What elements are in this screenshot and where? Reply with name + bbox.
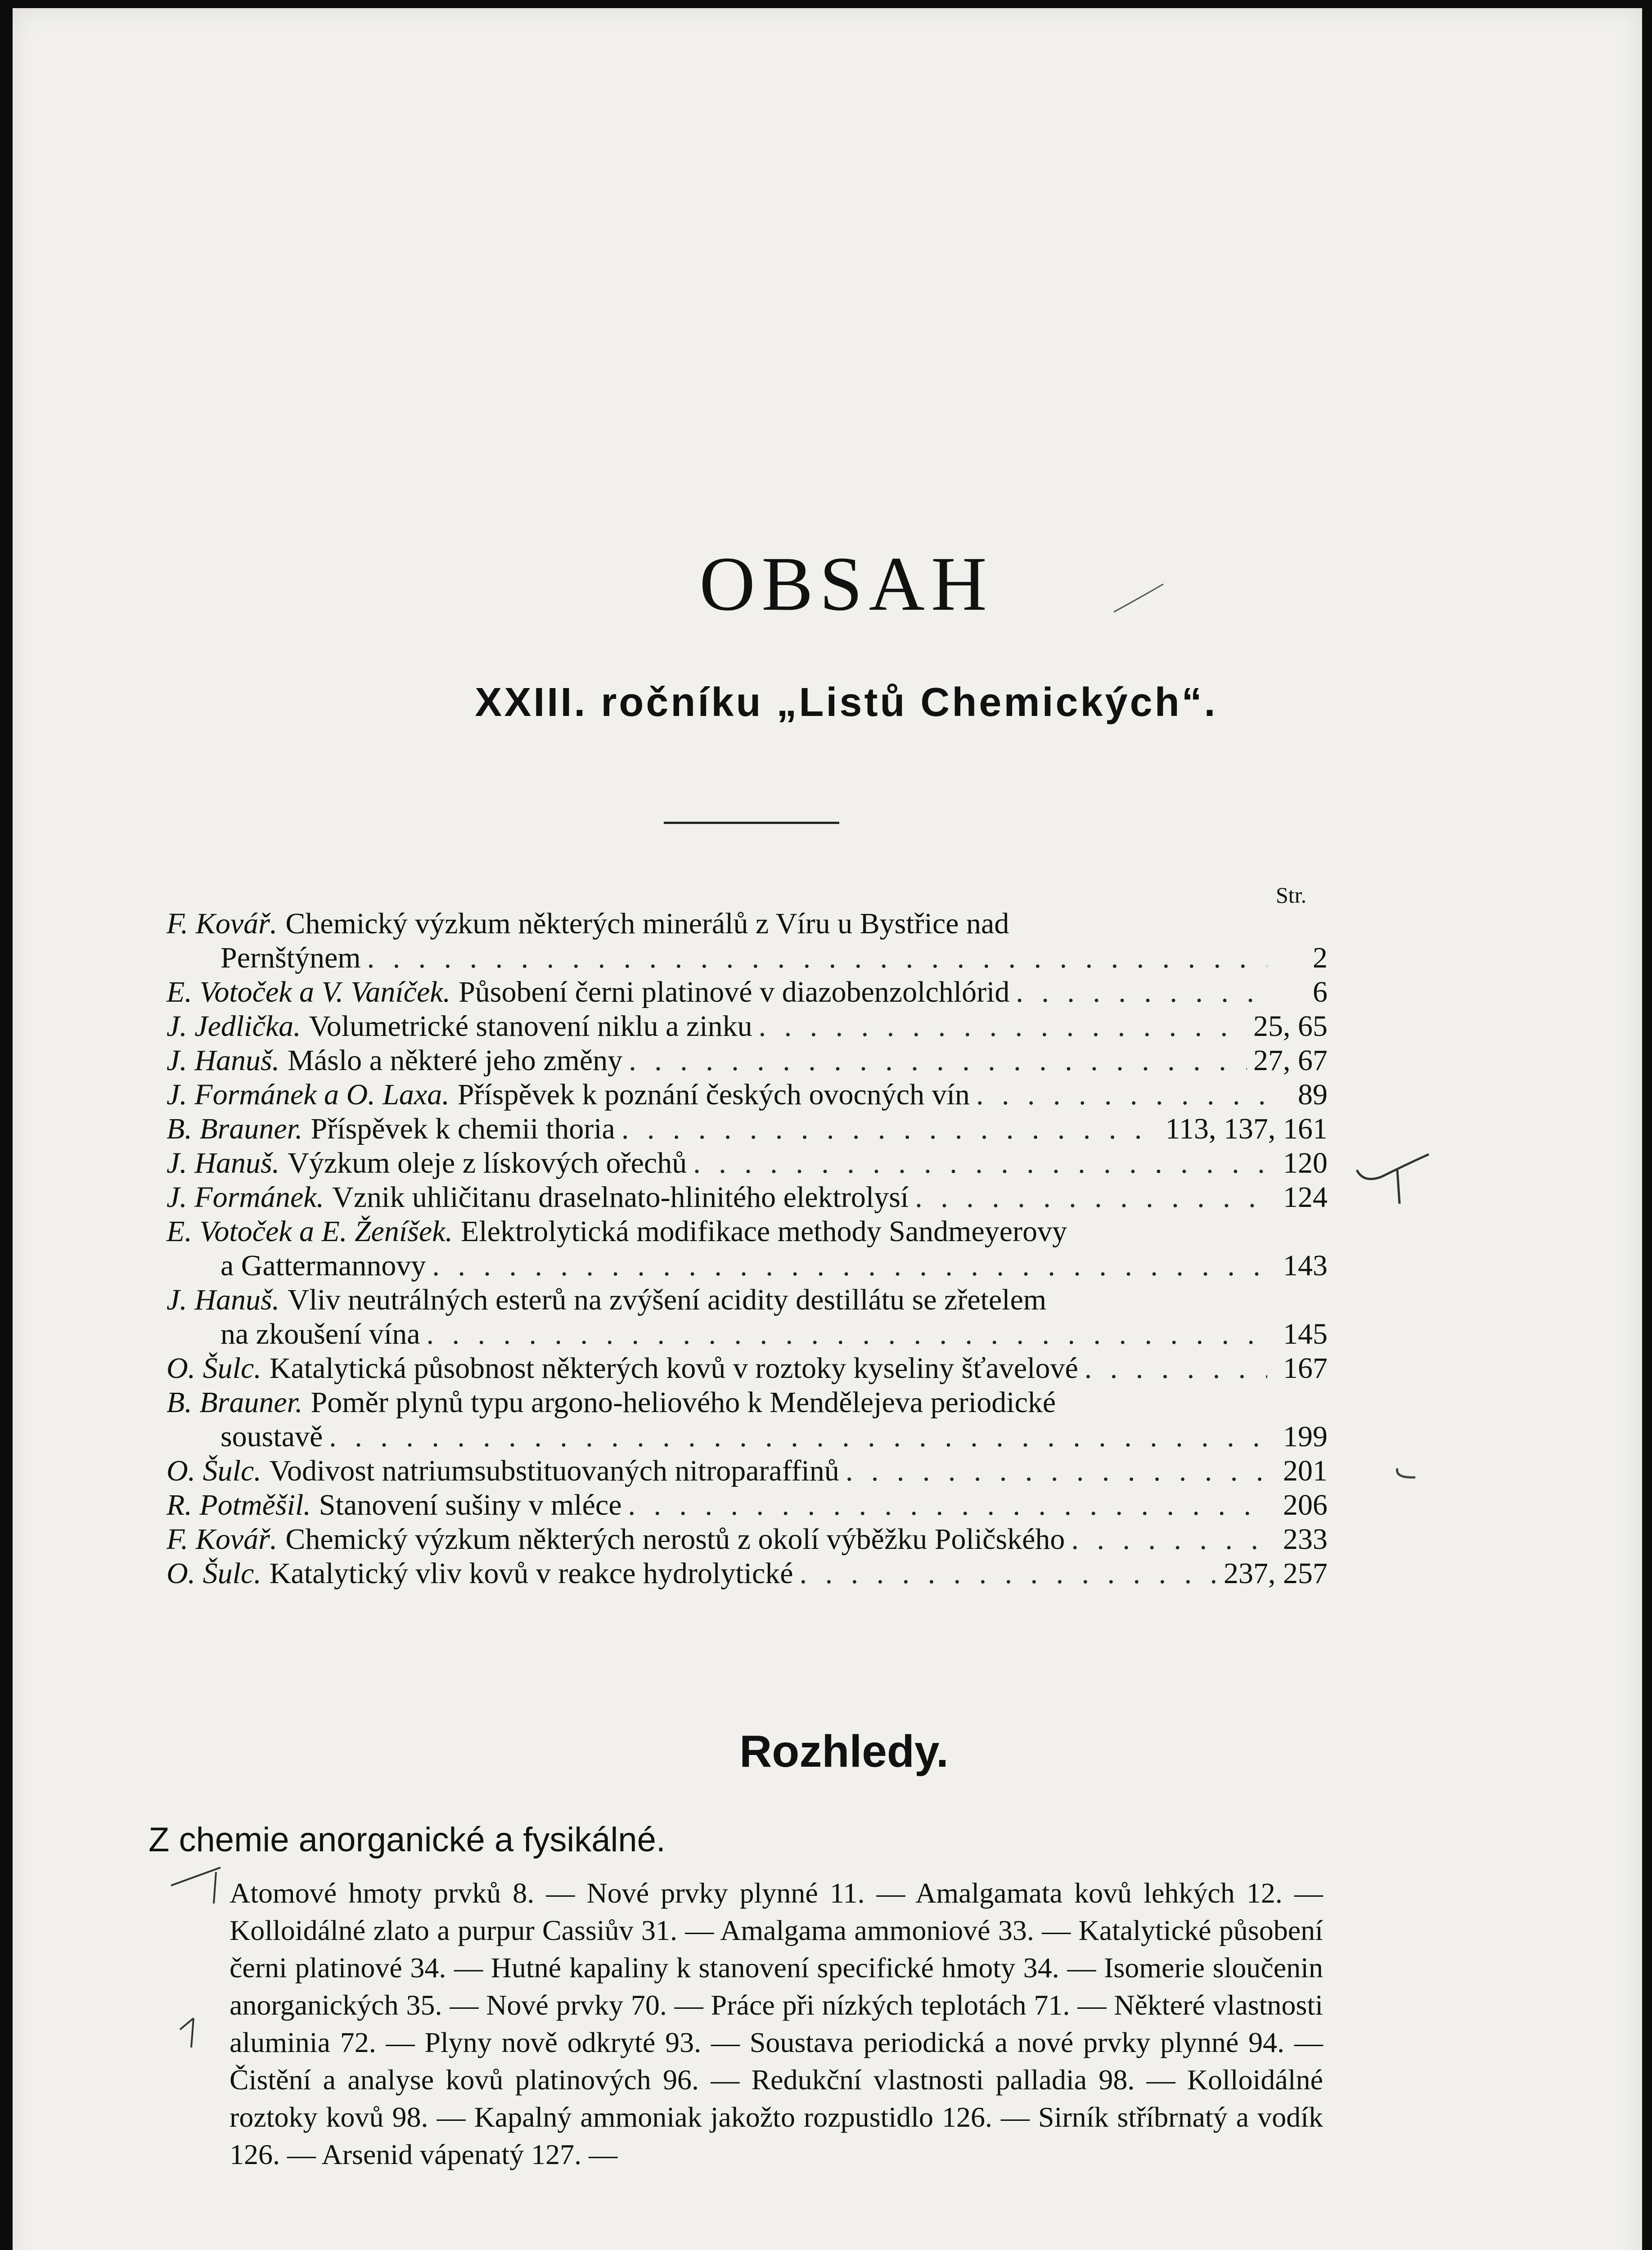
toc-author: J. Jedlička.	[167, 1010, 301, 1043]
scan-edge-right	[1642, 0, 1652, 2250]
toc-entry	[167, 1180, 1328, 1215]
toc-pages: 237, 257	[1224, 1557, 1328, 1590]
toc-author: O. Šulc.	[167, 1454, 261, 1487]
toc-title: Působení černi platinové v diazobenzolchlórid	[459, 976, 1010, 1008]
scan-edge-top	[0, 0, 1652, 8]
toc-title: Vznik uhličitanu draselnato-hlinitého elektrolysí	[332, 1181, 909, 1214]
toc-title-continuation: na zkoušení vína	[221, 1318, 420, 1350]
toc-pages: 199	[1283, 1420, 1328, 1453]
toc-entry	[167, 1215, 1328, 1249]
toc-title: Vodivost natriumsubstituovaných nitroparaffinů	[269, 1454, 839, 1487]
toc-author: F. Kovář.	[167, 1523, 278, 1556]
page-subtitle: XXIII. ročníku „Listů Chemických“.	[475, 680, 1218, 725]
leader-dots	[329, 1420, 1267, 1454]
toc-pages: 233	[1283, 1523, 1328, 1556]
toc-author: B. Brauner.	[167, 1112, 303, 1145]
rozhledy-heading: Rozhledy.	[739, 1726, 949, 1777]
toc-title: Stanovení sušiny v mléce	[319, 1489, 622, 1521]
leader-dots	[628, 1488, 1267, 1522]
toc-title: Příspěvek k chemii thoria	[311, 1112, 615, 1145]
toc-title: Chemický výzkum některých nerostů z okolí výběžku Poličského	[285, 1523, 1065, 1556]
toc-title: Elektrolytická modifikace methody Sandmeyerovy	[460, 1215, 1067, 1248]
toc-title: Příspěvek k poznání českých ovocných vín	[457, 1078, 970, 1111]
toc-entry	[167, 1044, 1328, 1078]
toc-title: Katalytická působnost některých kovů v roztoky kyseliny šťavelové	[269, 1352, 1078, 1385]
toc-title: Výzkum oleje z lískových ořechů	[288, 1147, 687, 1179]
toc-pages: 113, 137, 161	[1165, 1112, 1328, 1145]
toc-entry	[167, 1351, 1328, 1386]
leader-dots	[693, 1146, 1267, 1180]
leader-dots	[800, 1557, 1217, 1591]
toc-title: Vliv neutrálných esterů na zvýšení acidity destillátu se zřetelem	[288, 1283, 1047, 1316]
leader-dots	[432, 1249, 1267, 1283]
toc-pages: 145	[1283, 1318, 1328, 1350]
toc-pages: 167	[1283, 1352, 1328, 1385]
toc-author: J. Hanuš.	[167, 1147, 280, 1179]
toc-entry	[167, 1146, 1328, 1180]
leader-dots	[621, 1112, 1159, 1146]
toc-title-continuation: a Gattermannovy	[221, 1249, 426, 1282]
toc-pages: 206	[1283, 1489, 1328, 1521]
toc-pages: 25, 65	[1253, 1010, 1328, 1043]
toc-author: J. Formánek.	[167, 1181, 324, 1214]
toc-entry	[167, 1386, 1328, 1420]
toc-pages: 201	[1283, 1454, 1328, 1487]
toc-title: Chemický výzkum některých minerálů z Víru u Bystřice nad	[285, 907, 1009, 940]
toc-author: O. Šulc.	[167, 1557, 261, 1590]
toc-entry-continuation	[167, 1249, 1328, 1283]
toc-author: J. Hanuš.	[167, 1283, 280, 1316]
toc-author: E. Votoček a V. Vaníček.	[167, 976, 451, 1008]
toc-author: R. Potměšil.	[167, 1489, 311, 1521]
toc-entry	[167, 1454, 1328, 1488]
leader-dots	[367, 941, 1267, 975]
scan-edge-left	[0, 0, 13, 2250]
toc-entry	[167, 907, 1328, 941]
leader-dots	[915, 1180, 1267, 1215]
pencil-mark-icon	[1112, 580, 1166, 616]
toc-title: Volumetrické stanovení niklu a zinku	[309, 1010, 752, 1043]
toc-entry	[167, 1488, 1328, 1522]
pencil-hook-icon	[1393, 1465, 1420, 1483]
toc-entry	[167, 975, 1328, 1009]
toc-pages: 89	[1298, 1078, 1328, 1111]
toc-pages: 124	[1283, 1181, 1328, 1214]
toc-pages: 2	[1313, 941, 1328, 974]
toc-author: O. Šulc.	[167, 1352, 261, 1385]
table-of-contents	[167, 907, 1328, 1591]
toc-entry-continuation	[167, 941, 1328, 975]
toc-title: Poměr plynů typu argono-heliového k Mendělejeva periodické	[311, 1386, 1056, 1419]
toc-entry-continuation	[167, 1317, 1328, 1351]
section-paragraph: Atomové hmoty prvků 8. — Nové prvky plynné 11. — Amalgamata kovů lehkých 12. — Kolloidálné zlato a purpur Cassiův 31. — Amalgama ammoniové 33. — Katalytické působení černi platinové 34. — Hutné kapaliny k stanovení specifické hmoty 34. — Isomerie sloučenin anorganických 35. — Nové prvky 70. — Práce při nízkých teplotách 71. — Některé vlastnosti aluminia 72. — Plyny nově odkryté 93. — Soustava periodická a nové prvky plynné 94. — Čistění a analyse kovů platinových 96. — Redukční vlastnosti palladia 98. — Kolloidálné roztoky kovů 98. — Kapalný ammoniak jakožto rozpustidlo 126. — Sirník stříbrnatý a vodík 126. — Arsenid vápenatý 127. —	[230, 1877, 1323, 2170]
toc-pages: 143	[1283, 1249, 1328, 1282]
toc-author: J. Formánek a O. Laxa.	[167, 1078, 450, 1111]
leader-dots	[629, 1044, 1247, 1078]
toc-title: Katalytický vliv kovů v reakce hydrolytické	[269, 1557, 793, 1590]
toc-entry-continuation	[167, 1420, 1328, 1454]
toc-author: B. Brauner.	[167, 1386, 303, 1419]
toc-entry	[167, 1112, 1328, 1146]
pencil-ticks-icon	[167, 1863, 234, 2052]
toc-author: F. Kovář.	[167, 907, 278, 940]
page-column-label: Str.	[1276, 882, 1307, 908]
toc-title: Máslo a některé jeho změny	[288, 1044, 623, 1077]
toc-pages: 120	[1283, 1147, 1328, 1179]
page-title: OBSAH	[699, 541, 994, 627]
toc-pages: 27, 67	[1253, 1044, 1328, 1077]
pencil-cross-icon	[1355, 1152, 1431, 1206]
leader-dots	[759, 1009, 1247, 1044]
section-heading: Z chemie anorganické a fysikálné.	[149, 1821, 666, 1859]
leader-dots	[846, 1454, 1267, 1488]
leader-dots	[427, 1317, 1267, 1351]
toc-entry	[167, 1283, 1328, 1317]
toc-pages: 6	[1313, 976, 1328, 1008]
title-rule	[664, 822, 839, 824]
toc-entry	[167, 1522, 1328, 1557]
leader-dots	[1071, 1522, 1267, 1557]
toc-author: J. Hanuš.	[167, 1044, 280, 1077]
leader-dots	[1085, 1351, 1267, 1386]
leader-dots	[1016, 975, 1267, 1009]
toc-author: E. Votoček a E. Ženíšek.	[167, 1215, 453, 1248]
toc-entry	[167, 1557, 1328, 1591]
toc-title-continuation: soustavě	[221, 1420, 323, 1453]
leader-dots	[976, 1078, 1267, 1112]
toc-entry	[167, 1078, 1328, 1112]
toc-entry	[167, 1009, 1328, 1044]
toc-title-continuation: Pernštýnem	[221, 941, 361, 974]
